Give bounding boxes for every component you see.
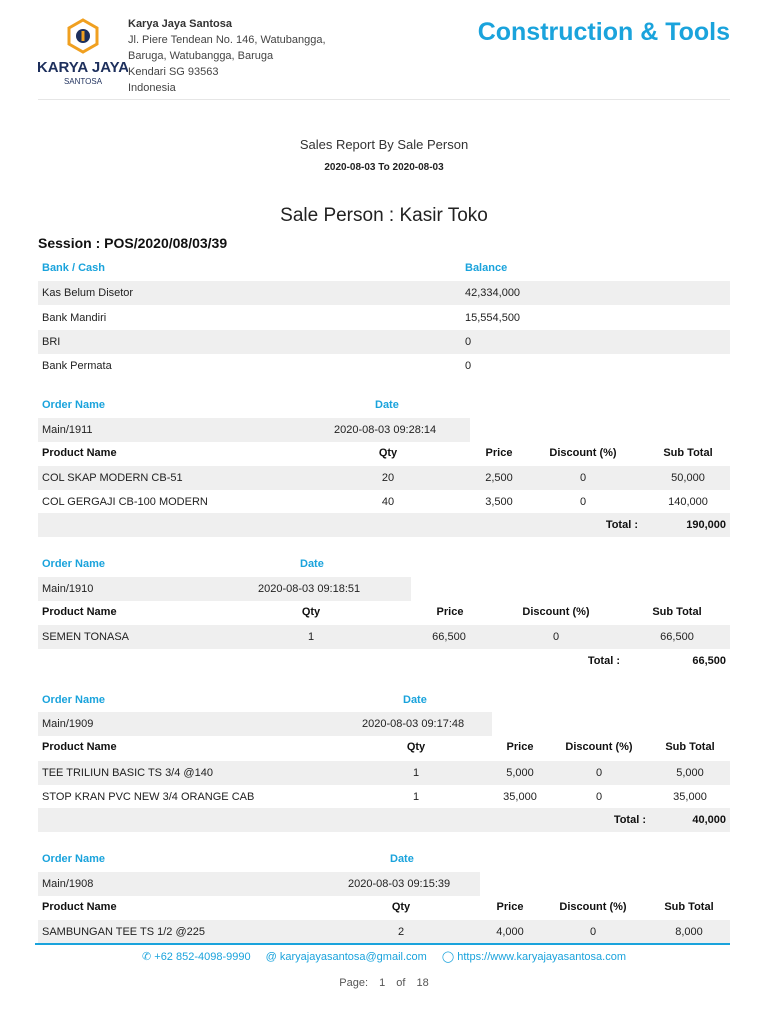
product-discount: 0 — [579, 496, 587, 508]
page-total: 18 — [416, 977, 429, 989]
bank-row — [38, 330, 730, 354]
order-name-label: Order Name — [42, 399, 105, 411]
footer-website[interactable] — [442, 951, 626, 963]
product-discount: 0 — [595, 767, 603, 779]
price-header: Price — [496, 901, 524, 913]
order-header — [38, 552, 730, 576]
product-subtotal: 50,000 — [671, 472, 705, 484]
order-name: Main/1911 — [42, 424, 93, 436]
product-discount: 0 — [589, 926, 597, 938]
discount-header: Discount (%) — [559, 901, 627, 913]
product-table-header — [38, 600, 730, 624]
order-date-label: Date — [375, 399, 399, 411]
product-subtotal: 35,000 — [673, 791, 707, 803]
order-total: 190,000 — [686, 519, 726, 531]
subtotal-header: Sub Total — [663, 447, 713, 459]
company-logo — [38, 14, 128, 94]
bank-row — [38, 306, 730, 330]
bank-name: BRI — [42, 336, 61, 348]
footer-phone[interactable] — [142, 951, 254, 963]
qty-header: Qty — [301, 606, 321, 618]
company-address-line-2: Baruga, Watubangga, Baruga — [128, 50, 274, 62]
company-tagline: Construction & Tools — [477, 18, 730, 46]
bank-balance: 0 — [465, 336, 472, 348]
product-subtotal: 140,000 — [668, 496, 708, 508]
bank-name: Bank Permata — [42, 360, 112, 372]
at-sign-icon: @ — [265, 951, 277, 963]
subtotal-header: Sub Total — [665, 741, 715, 753]
page-of: of — [396, 977, 406, 989]
phone-icon: ✆ — [141, 951, 152, 963]
order-name: Main/1908 — [42, 878, 94, 890]
product-qty: 40 — [381, 496, 395, 508]
total-label: Total : — [605, 519, 638, 531]
report-header — [38, 10, 730, 100]
product-qty: 1 — [412, 791, 420, 803]
price-header: Price — [485, 447, 513, 459]
company-country: Indonesia — [128, 82, 176, 94]
product-name: SAMBUNGAN TEE TS 1/2 @225 — [42, 926, 205, 938]
bank-name: Kas Belum Disetor — [42, 287, 134, 299]
product-row — [38, 625, 730, 649]
product-price: 4,000 — [496, 926, 524, 938]
product-discount: 0 — [579, 472, 587, 484]
order-info-row — [38, 418, 470, 442]
footer-website-text: https://www.karyajayasantosa.com — [457, 951, 626, 963]
page-current: 1 — [379, 977, 386, 989]
order-date-label: Date — [403, 694, 427, 706]
order-date-label: Date — [390, 853, 414, 865]
company-address-line-3: Kendari SG 93563 — [128, 66, 219, 78]
product-subtotal: 5,000 — [676, 767, 704, 779]
product-name: COL SKAP MODERN CB-51 — [42, 472, 183, 484]
order-header — [38, 393, 730, 417]
product-name: STOP KRAN PVC NEW 3/4 ORANGE CAB — [42, 791, 255, 803]
bank-table-header — [38, 256, 730, 280]
bank-header-balance: Balance — [465, 262, 508, 274]
product-price: 3,500 — [485, 496, 513, 508]
product-name: COL GERGAJI CB-100 MODERN — [42, 496, 208, 508]
order-date: 2020-08-03 09:18:51 — [258, 583, 361, 595]
footer-divider — [35, 943, 730, 945]
order-name-label: Order Name — [42, 853, 105, 865]
product-qty: 20 — [381, 472, 395, 484]
order-info-row — [38, 872, 480, 896]
product-subtotal: 8,000 — [675, 926, 703, 938]
order-info-row — [38, 712, 492, 736]
order-date-label: Date — [300, 558, 324, 570]
product-row — [38, 490, 730, 514]
order-header — [38, 688, 730, 712]
report-title: Sales Report By Sale Person — [299, 137, 469, 152]
product-name: SEMEN TONASA — [42, 631, 130, 643]
product-qty: 2 — [397, 926, 405, 938]
total-label: Total : — [587, 655, 620, 667]
bank-row — [38, 354, 730, 378]
price-header: Price — [436, 606, 464, 618]
product-price: 2,500 — [485, 472, 513, 484]
logo-word: KARYA JAYA — [38, 59, 128, 76]
product-price: 35,000 — [503, 791, 537, 803]
order-name: Main/1909 — [42, 718, 94, 730]
product-table-header — [38, 895, 730, 919]
order-name-label: Order Name — [42, 558, 105, 570]
product-name-header: Product Name — [42, 741, 117, 753]
bank-balance: 15,554,500 — [465, 312, 521, 324]
subtotal-header: Sub Total — [652, 606, 702, 618]
order-total: 66,500 — [692, 655, 726, 667]
product-subtotal: 66,500 — [660, 631, 694, 643]
report-date-range: 2020-08-03 To 2020-08-03 — [324, 162, 444, 173]
product-name-header: Product Name — [42, 447, 117, 459]
footer-email-text: karyajayasantosa@gmail.com — [279, 951, 427, 963]
sale-person-heading: Sale Person : Kasir Toko — [280, 205, 488, 226]
order-date: 2020-08-03 09:15:39 — [348, 878, 451, 890]
footer-email[interactable] — [266, 951, 430, 963]
product-discount: 0 — [595, 791, 603, 803]
company-name: Karya Jaya Santosa — [128, 18, 232, 30]
order-total-row — [38, 513, 730, 537]
order-info-row — [38, 577, 411, 601]
bank-balance: 0 — [465, 360, 472, 372]
qty-header: Qty — [406, 741, 426, 753]
product-row — [38, 761, 730, 785]
footer-contacts — [0, 950, 768, 963]
order-header — [38, 847, 730, 871]
page-indicator — [0, 977, 768, 989]
bank-header-name: Bank / Cash — [42, 262, 105, 274]
product-price: 5,000 — [506, 767, 534, 779]
product-name-header: Product Name — [42, 901, 117, 913]
order-name-label: Order Name — [42, 694, 105, 706]
session-heading: Session : POS/2020/08/03/39 — [38, 235, 228, 251]
qty-header: Qty — [391, 901, 411, 913]
product-table-header — [38, 441, 730, 465]
bank-name: Bank Mandiri — [42, 312, 107, 324]
discount-header: Discount (%) — [522, 606, 590, 618]
order-total-row — [38, 808, 730, 832]
product-name: TEE TRILIUN BASIC TS 3/4 @140 — [42, 767, 213, 779]
company-address-line-1: Jl. Piere Tendean No. 146, Watubangga, — [128, 34, 326, 46]
globe-icon: ◯ — [441, 951, 455, 963]
bank-balance: 42,334,000 — [465, 287, 521, 299]
page-label: Page: — [339, 977, 368, 989]
price-header: Price — [506, 741, 534, 753]
order-date: 2020-08-03 09:17:48 — [362, 718, 465, 730]
qty-header: Qty — [378, 447, 398, 459]
discount-header: Discount (%) — [549, 447, 617, 459]
total-label: Total : — [613, 814, 646, 826]
footer-phone-text: +62 852-4098-9990 — [154, 951, 251, 963]
order-total: 40,000 — [692, 814, 726, 826]
product-name-header: Product Name — [42, 606, 117, 618]
product-table-header — [38, 735, 730, 759]
bank-row — [38, 281, 730, 305]
discount-header: Discount (%) — [565, 741, 633, 753]
product-row — [38, 920, 730, 944]
product-row — [38, 466, 730, 490]
product-price: 66,500 — [432, 631, 466, 643]
product-qty: 1 — [412, 767, 420, 779]
product-row — [38, 785, 730, 809]
product-qty: 1 — [307, 631, 315, 643]
logo-sub: SANTOSA — [63, 77, 103, 86]
order-date: 2020-08-03 09:28:14 — [334, 424, 437, 436]
order-name: Main/1910 — [42, 583, 94, 595]
subtotal-header: Sub Total — [664, 901, 714, 913]
company-info — [128, 16, 326, 96]
order-total-row — [38, 649, 730, 673]
product-discount: 0 — [552, 631, 560, 643]
